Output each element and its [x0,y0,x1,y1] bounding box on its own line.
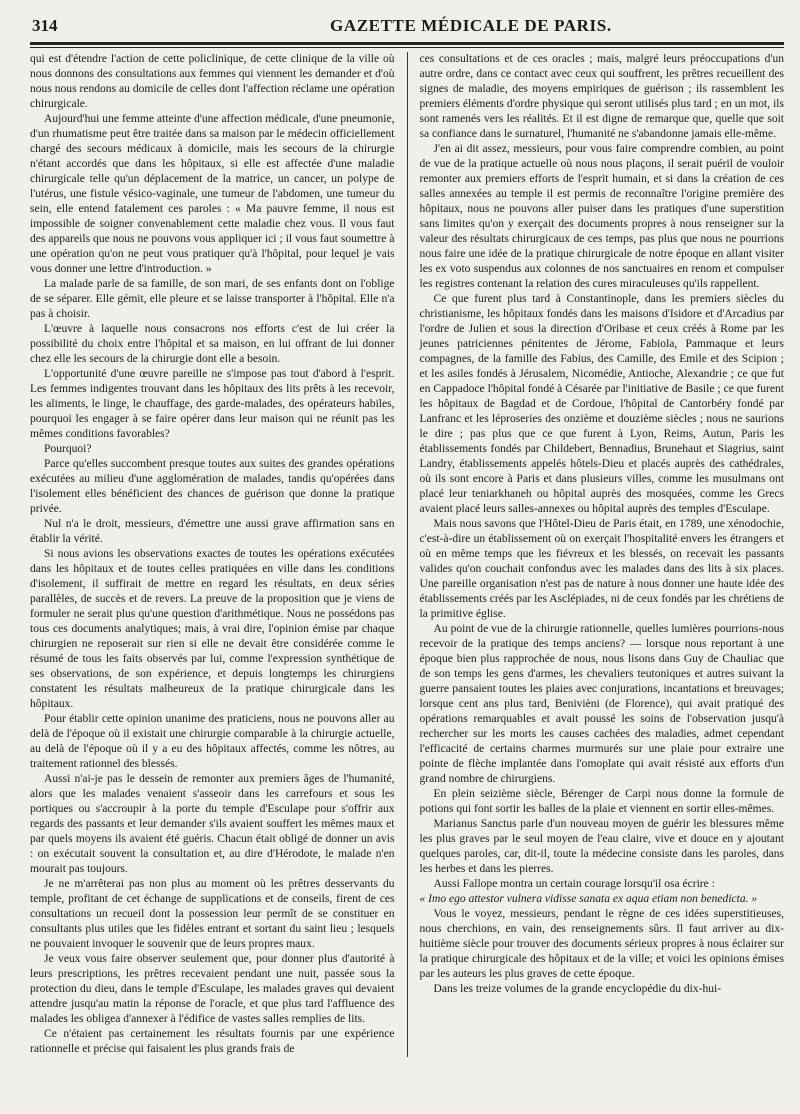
paragraph: En plein seizième siècle, Bérenger de Carpi nous donne la formule de potions qui font sortir les balles de la plaie et viennent en sortir elles-mêmes. [419,788,785,815]
paragraph: ces consultations et de ces oracles ; mais, malgré leurs préoccupations d'un autre ordre, dans ce contact avec ceux qui souffrent, les prêtres recueillent des signes de maladie, des moyens empiriques de guérison ; ils rassemblent les premiers éléments d'ordre physique qui seront utilisés plus tard ; en un mot, ils sont ramenés vers les réalités. Et il est digne de remarque que, quelle que soit sa confiance dans le surnaturel, l'humanité ne s'abandonne jamais elle-même. [419,53,785,140]
paragraph: Aussi Fallope montra un certain courage lorsqu'il osa écrire : [433,878,715,890]
text-columns [30,52,784,1057]
paragraph: Pour établir cette opinion unanime des praticiens, nous ne pouvons aller au delà de l'époque où il existait une chirurgie comparable à la chirurgie actuelle, au delà de l'époque où il y a eu des hôpitaux affectés, comme les nôtres, au traitement rationnel des blessés. [30,713,395,770]
paragraph: J'en ai dit assez, messieurs, pour vous faire comprendre combien, au point de vue de la pratique actuelle où nous nous plaçons, il serait puéril de vouloir remonter aux premiers efforts de l'esprit humain, et si dans la création de ces salles annexées au temple il est permis de reconnaître l'origine première des hôpitaux, nous ne pouvons aller puiser dans les pratiques d'une superstition sans limites qu'on y exerçait des documents propres à nous renseigner sur la valeur des résultats chirurgicaux de ces temps, pas plus que nous ne pourrions nous faire une idée de la pratique chirurgicale de notre époque en allant visiter les ex voto suspendus aux colonnes de nos sanctuaires en renom et compulser les registres contenant la relation des cures miraculeuses qu'ils rappellent. [419,143,785,290]
paragraph: Dans les treize volumes de la grande encyclopédie du dix-hui- [433,983,722,995]
paragraph: Ce que furent plus tard à Constantinople, dans les premiers siècles du christianisme, les hôpitaux fondés dans les maisons d'Isidore et d'Arcadius par l'ordre de Julien et sous la direction d'Oribase et ceux créés à Rome par les jeunes patriciennes pénitentes de Jérome, Fabiola, Pammaque et leurs compagnes, de la famille des Fabius, des Camille, des Emile et des Scipion ; et les asiles fondés à Jérusalem, Nicomédie, Antioche, Alexandrie ; ce que fut en Cappadoce l'hôpital fondé à Césarée par l'initiative de Basile ; ce que furent les hôpitaux de Bagdad et de Cordoue, l'hôpital de Cantorbéry fondé par Lanfranc et les léproseries des onzième et douzième siècles ; nous ne saurions le dire ; pas plus que ce que furent à Lyon, Reims, Autun, Paris les établissements fondés par Childebert, Bennadius, Brunehaut et Siagrius, saint Landry, établissements appelés hôtels-Dieu et placés auprès des cathédrales, où ils sont encore à Paris et dans plusieurs villes, comme les musulmans ont placé leur teniarkhaneh ou hôpital auprès des mosquées, comme les Grecs avaient placé leurs salles-annexes ou hôpital auprès des temples d'Esculape. [419,293,785,515]
header-rule-thick [30,42,784,45]
paragraph: Au point de vue de la chirurgie rationnelle, quelles lumières pourrions-nous recevoir de la pratique des temps anciens? — lorsque nous reportant à une époque bien plus rapprochée de nous, nous lisons dans Guy de Chauliac que de son temps les gens d'armes, les chevaliers teutoniques et autres suivant la guerre pansaient toutes les plaies avec conjurations, incantations et breuvages; lorsque cent ans plus tard, Benivièni (de Florence), qui avait pratiqué des opérations remarquables et avait poussé les soins de l'observation jusqu'à rechercher sur les morts les causes cachées des maladies, admet cependant l'efficacité de certains charmes murmurés sur une plaie pour extraire une pointe de flèche implantée dans l'omoplate qui avait résisté aux efforts d'un grand nombre de chirurgiens. [419,623,785,785]
page-header [30,14,784,40]
header-rule-thin [30,47,784,48]
column-divider [407,52,408,1057]
paragraph: Aussi n'ai-je pas le dessein de remonter aux premiers âges de l'humanité, alors que les malades venaient s'asseoir dans les carrefours et sous les portiques ou s'accroupir à la porte du temple d'Esculape pour s'offrir aux regards des passants et leur demander s'ils avaient souffert les mêmes maux et par quels moyens ils avaient été guéris. Chacun était obligé de donner un avis : on exécutait souvent la consultation et, au dire d'Hérodote, le malade n'en mourait pas toujours. [30,773,395,875]
paragraph: qui est d'étendre l'action de cette policlinique, de cette clinique de la ville où nous donnons des consultations aux femmes qui viennent les demander et d'où nous nous rendons au domicile de celles dont l'affection réclame une opération chirurgicale. [30,53,395,110]
latin-quote: « Imo ego attestor vulnera vidisse sanata ex aqua etiam non benedicta. » [419,893,758,905]
journal-title: GAZETTE MÉDICALE DE PARIS. [330,16,612,35]
paragraph: Aujourd'hui une femme atteinte d'une affection médicale, d'une pneumonie, d'un rhumatisme peut être traitée dans sa maison par le médecin officiellement chargé des secours médicaux à domicile, mais les secours de la chirurgie n'étant accordés que dans les hôpitaux, si elle est affectée d'une maladie chirurgicale telle qu'un déplacement de la matrice, un cancer, un polype de l'utérus, une fistule vésico-vaginale, une tumeur de l'abdomen, une tumeur du sein, elle entend fatalement ces paroles : « Ma pauvre femme, il nous est impossible de soigner convenablement cette maladie chez vous. Il vous faut des appareils que nous ne pouvons vous appliquer ici ; il vous faut soumettre à une opération qu'on ne peut vous pratiquer qu'à l'hôpital, pour lequel je vais vous donner une lettre d'introduction. » [30,113,395,275]
page-number: 314 [32,16,58,35]
right-column [420,52,785,1057]
paragraph: Je ne m'arrêterai pas non plus au moment où les prêtres desservants du temple, profitant de cet échange de supplications et de conseils, firent de ces consultations un recueil dont la possession leur permît de se constituer en consultants plus utiles que les fidèles entrant et sortant du saint lieu ; lesquels ne pouvaient invoquer le souvenir que de leurs propres maux. [30,878,395,950]
paragraph: Vous le voyez, messieurs, pendant le règne de ces idées superstitieuses, nous cherchions, en vain, des renseignements sûrs. Il faut arriver au dix-huitième siècle pour trouver des documents sérieux propres à nous éclairer sur la pratique chirurgicale des hôpitaux et de la ville; et voici les opinions émises par les auteurs les plus graves de cette époque. [419,908,785,980]
paragraph: L'œuvre à laquelle nous consacrons nos efforts c'est de lui créer la possibilité du choix entre l'hôpital et sa maison, en lui offrant de lui donner chez elle les secours de la chirurgie dont elle a besoin. [30,323,395,365]
left-column [30,52,395,1057]
paragraph: Ce n'étaient pas certainement les résultats fournis par une expérience rationnelle et précise qui faisaient les plus grands frais de [30,1028,395,1055]
paragraph: Si nous avions les observations exactes de toutes les opérations exécutées dans les hôpitaux et de toutes celles pratiquées en ville dans les conditions d'isolement, il suffirait de mettre en regard les résultats, en deux séries parallèles, de succès et de revers. La preuve de la proposition que je viens de formuler ne serait plus qu'une question d'arithmétique. Nous ne possédons pas tous ces documents analytiques; mais, à vrai dire, l'opinion émise par chaque chirurgien ne reposerait sur rien si elle ne devait être considérée comme le résumé de tous les faits observés par lui, comme l'expression synthétique de ses observations, de son expérience, et depuis longtemps les chirurgiens constatent les résultats malheureux de la pratique chirurgicale dans les hôpitaux. [30,548,395,710]
paragraph: Nul n'a le droit, messieurs, d'émettre une aussi grave affirmation sans en établir la vérité. [30,518,395,545]
paragraph: La malade parle de sa famille, de son mari, de ses enfants dont on l'oblige de se séparer. Elle gémit, elle pleure et se laisse transporter à l'hôpital. Elle n'a pas à choisir. [30,278,395,320]
paragraph: Marianus Sanctus parle d'un nouveau moyen de guérir les blessures même les plus graves par le seul moyen de l'eau claire, vive et douce en y ajoutant quelques paroles, car, dit-il, toute la médecine consiste dans les paroles, dans les herbes et dans les pierres. [419,818,785,875]
paragraph: L'opportunité d'une œuvre pareille ne s'impose pas tout d'abord à l'esprit. Les femmes indigentes trouvant dans les hôpitaux des lits prêts à les recevoir, les aliments, le linge, le chauffage, des garde-malades, des opérateurs habiles, pourquoi les engager à se faire opérer dans leur maison qui ne réunit pas les mêmes conditions favorables? [30,368,395,440]
paragraph: Mais nous savons que l'Hôtel-Dieu de Paris était, en 1789, une xénodochie, c'est-à-dire un établissement où on exerçait l'hospitalité envers les étrangers et où en même temps que les fiévreux et les blessés, on recevait les passants valides qu'on couchait confondus avec les malades dans des lits à six places. Une pareille organisation n'est pas de nature à nous donner une haute idée des établissements créés par les Asclépiades, ni de ceux fondés par les chrétiens de la primitive église. [419,518,785,620]
paragraph: Parce qu'elles succombent presque toutes aux suites des grandes opérations exécutées au milieu d'une agglomération de malades, tandis qu'opérées dans l'isolement elles bénéficient des chances de guérison que donne la pratique privée. [30,458,395,515]
paragraph: Pourquoi? [44,443,92,455]
paragraph: Je veux vous faire observer seulement que, pour donner plus d'autorité à leurs prescriptions, les prêtres recevaient pendant une nuit, passée sous la protection du dieu, dans le temple d'Esculape, les malades graves qui devaient attendre jusqu'au matin la réponse de l'oracle, et que plus tard l'affluence des malades les obligea d'annexer à l'édifice de vastes salles remplies de lits. [30,953,395,1025]
